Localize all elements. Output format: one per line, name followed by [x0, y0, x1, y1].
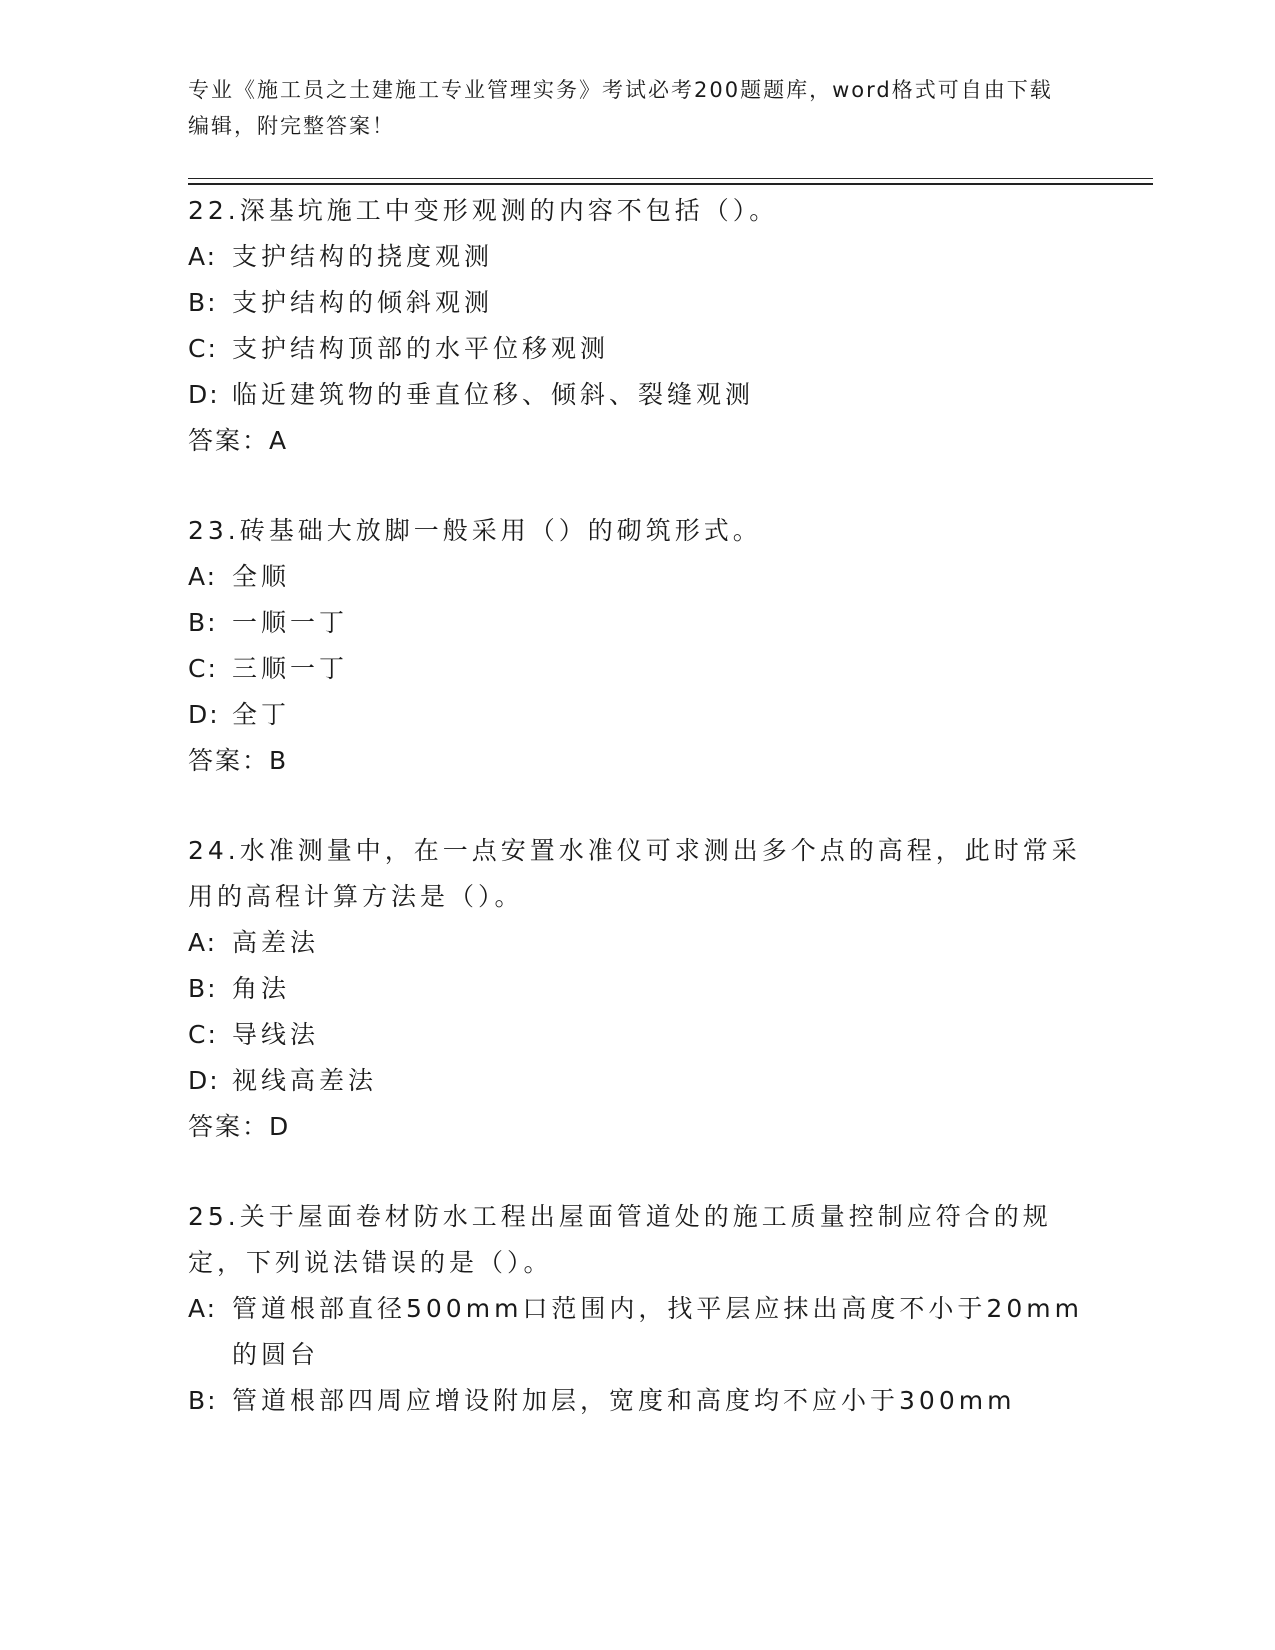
- option-b: [188, 600, 1088, 646]
- answer-line: 答案：D: [188, 1112, 291, 1141]
- option-key: D:: [188, 380, 220, 409]
- option-text: 一顺一丁: [232, 608, 349, 637]
- option-key: C:: [188, 1020, 218, 1049]
- option-c: [188, 1012, 1088, 1058]
- option-text: 全丁: [232, 700, 291, 729]
- option-text: 导线法: [232, 1020, 320, 1049]
- option-d: [188, 692, 1088, 738]
- option-text: 管道根部四周应增设附加层，宽度和高度均不应小于300mm: [232, 1386, 1016, 1415]
- option-a: [188, 920, 1088, 966]
- question-24: [188, 828, 1088, 1150]
- question-list: [188, 188, 1088, 1468]
- option-b: [188, 966, 1088, 1012]
- option-key: D:: [188, 700, 220, 729]
- option-key: A:: [188, 1294, 218, 1323]
- option-key: C:: [188, 334, 218, 363]
- option-a: [188, 234, 1088, 280]
- question-stem: 22.深基坑施工中变形观测的内容不包括（）。: [188, 196, 779, 225]
- question-25: [188, 1194, 1088, 1424]
- header-divider-thick: [188, 183, 1153, 185]
- option-key: C:: [188, 654, 218, 683]
- option-text: 角法: [232, 974, 291, 1003]
- option-c: [188, 646, 1088, 692]
- option-text: 临近建筑物的垂直位移、倾斜、裂缝观测: [232, 380, 755, 409]
- question-stem: 24.水准测量中，在一点安置水准仪可求测出多个点的高程，此时常采用的高程计算方法是（）。: [188, 836, 1081, 911]
- answer-line: 答案：B: [188, 746, 289, 775]
- question-22: [188, 188, 1088, 464]
- option-text: 高差法: [232, 928, 320, 957]
- option-key: B:: [188, 608, 218, 637]
- option-d: [188, 1058, 1088, 1104]
- option-b: [188, 1378, 1088, 1424]
- option-b: [188, 280, 1088, 326]
- option-key: B:: [188, 288, 218, 317]
- option-text: 视线高差法: [232, 1066, 378, 1095]
- option-a: [188, 554, 1088, 600]
- option-key: A:: [188, 562, 218, 591]
- option-text: 管道根部直径500mm口范围内，找平层应抹出高度不小于20mm的圆台: [232, 1294, 1083, 1369]
- question-stem: 23.砖基础大放脚一般采用（）的砌筑形式。: [188, 516, 762, 545]
- question-stem: 25.关于屋面卷材防水工程出屋面管道处的施工质量控制应符合的规定，下列说法错误的是（）。: [188, 1202, 1052, 1277]
- option-c: [188, 326, 1088, 372]
- option-key: A:: [188, 242, 218, 271]
- option-text: 支护结构顶部的水平位移观测: [232, 334, 610, 363]
- option-key: B:: [188, 1386, 218, 1415]
- option-text: 支护结构的倾斜观测: [232, 288, 494, 317]
- option-text: 全顺: [232, 562, 291, 591]
- question-23: [188, 508, 1088, 784]
- header-divider-thin: [188, 178, 1153, 179]
- option-a: [188, 1286, 1088, 1378]
- option-text: 支护结构的挠度观测: [232, 242, 494, 271]
- answer-line: 答案：A: [188, 426, 289, 455]
- document-header: 专业《施工员之土建施工专业管理实务》考试必考200题题库，word格式可自由下载编辑，附完整答案！: [188, 78, 1053, 138]
- option-text: 三顺一丁: [232, 654, 349, 683]
- option-key: A:: [188, 928, 218, 957]
- option-d: [188, 372, 1088, 418]
- option-key: D:: [188, 1066, 220, 1095]
- option-key: B:: [188, 974, 218, 1003]
